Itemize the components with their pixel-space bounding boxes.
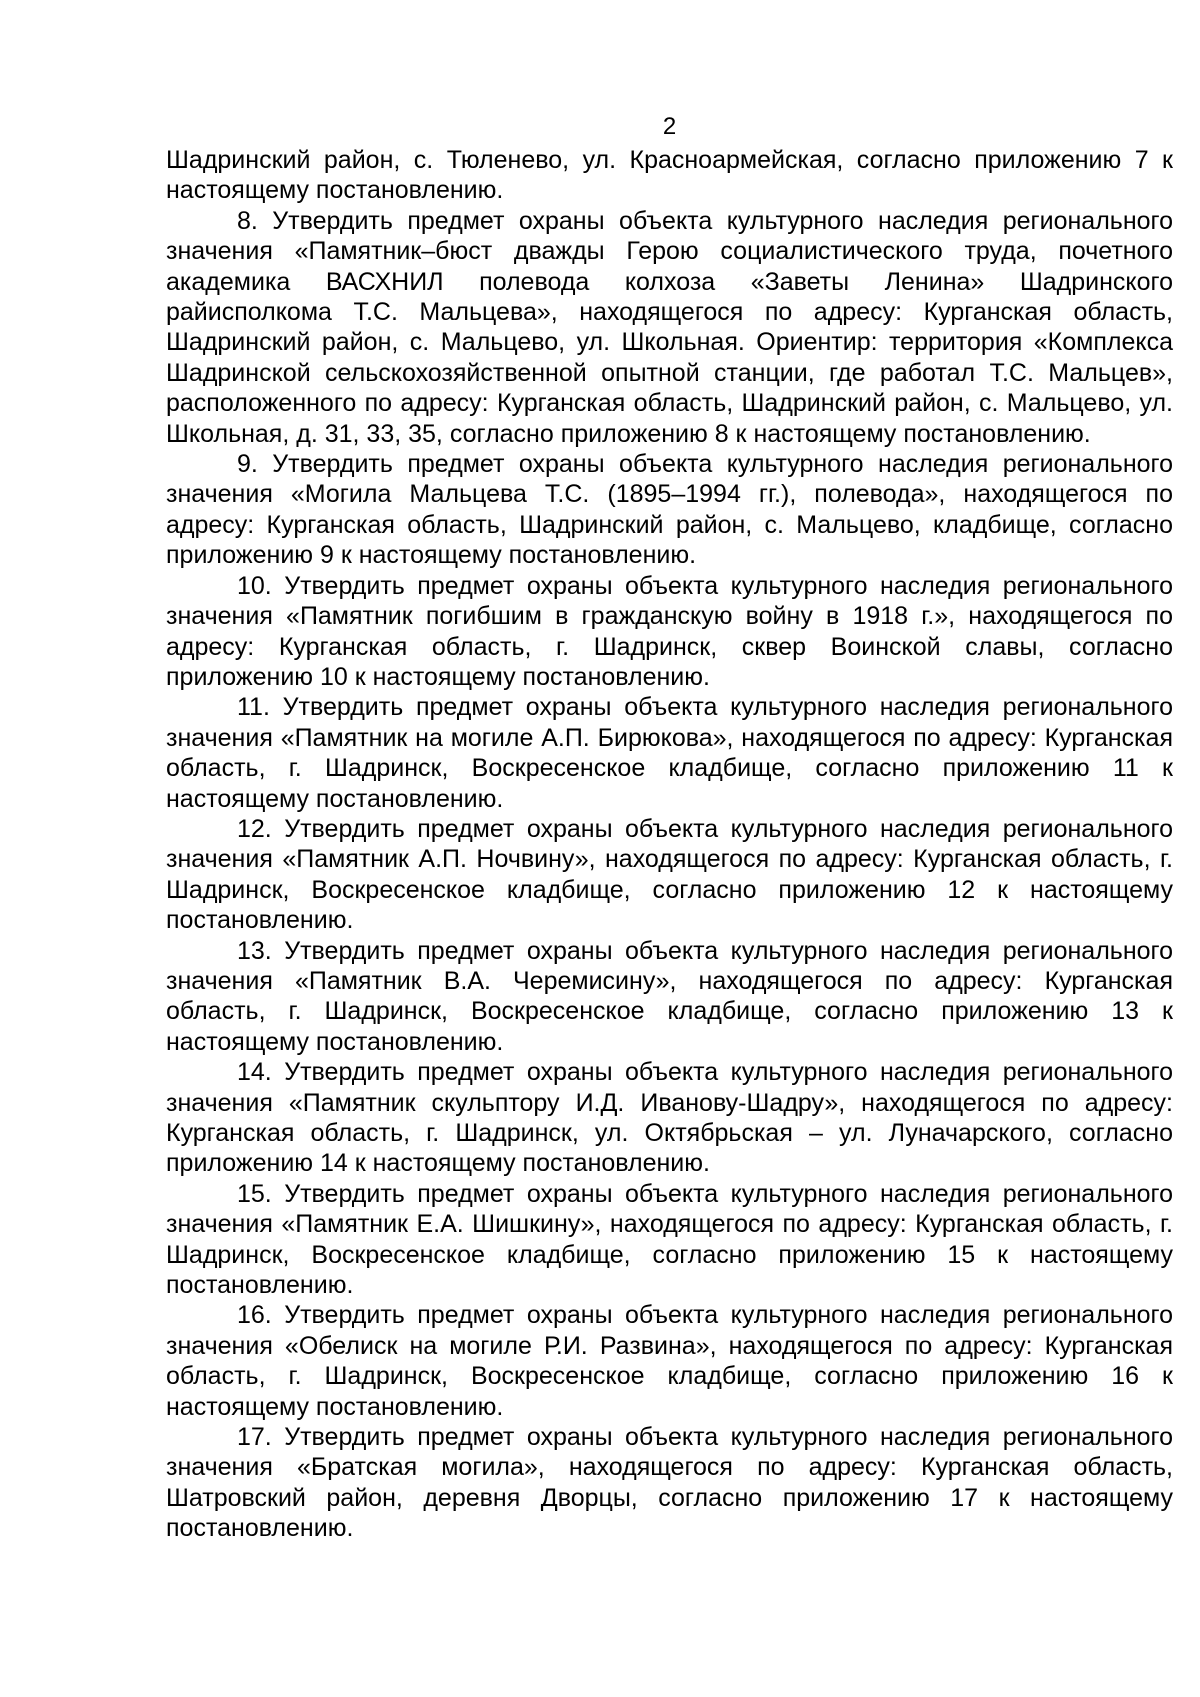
paragraph-item-16: 16. Утвердить предмет охраны объекта культурного наследия регионального значения «Обелиск на могиле Р.И. Развина», находящегося по адресу: Курганская область, г. Шадринск, Воскресенское кладбище, согласно приложению 16 к настоящему постановлению. bbox=[166, 1301, 1173, 1421]
paragraph-continuation: Шадринский район, с. Тюленево, ул. Красноармейская, согласно приложению 7 к настоящему постановлению. bbox=[166, 146, 1173, 205]
paragraph-item-13: 13. Утвердить предмет охраны объекта культурного наследия регионального значения «Памятник В.А. Черемисину», находящегося по адресу: Курганская область, г. Шадринск, Воскресенское кладбище, согласно приложению 13 к настоящему постановлению. bbox=[166, 936, 1173, 1056]
paragraph-item-8: 8. Утвердить предмет охраны объекта культурного наследия регионального значения «Памятник–бюст дважды Герою социалистического труда, почетного академика ВАСХНИЛ полевода колхоза «Заветы Ленина» Шадринского райисполкома Т.С. Мальцева», находящегося по адресу: Курганская область, Шадринский район, с. Мальцево, ул. Школьная. Ориентир: территория «Комплекса Шадринской сельскохозяйственной опытной станции, где работал Т.С. Мальцев», расположенного по адресу: Курганская область, Шадринский район, с. Мальцево, ул. Школьная, д. 31, 33, 35, согласно приложению 8 к настоящему постановлению. bbox=[166, 206, 1173, 448]
paragraph-item-15: 15. Утвердить предмет охраны объекта культурного наследия регионального значения «Памятник Е.А. Шишкину», находящегося по адресу: Курганская область, г. Шадринск, Воскресенское кладбище, согласно приложению 15 к настоящему постановлению. bbox=[166, 1179, 1173, 1300]
document-page bbox=[166, 112, 1173, 1544]
paragraph-item-12: 12. Утвердить предмет охраны объекта культурного наследия регионального значения «Памятник А.П. Ночвину», находящегося по адресу: Курганская область, г. Шадринск, Воскресенское кладбище, согласно приложению 12 к настоящему постановлению. bbox=[166, 814, 1173, 935]
paragraph-item-9: 9. Утвердить предмет охраны объекта культурного наследия регионального значения «Могила Мальцева Т.С. (1895–1994 гг.), полевода», находящегося по адресу: Курганская область, Шадринский район, с. Мальцево, кладбище, согласно приложению 9 к настоящему постановлению. bbox=[166, 450, 1173, 570]
paragraph-item-11: 11. Утвердить предмет охраны объекта культурного наследия регионального значения «Памятник на могиле А.П. Бирюкова», находящегося по адресу: Курганская область, г. Шадринск, Воскресенское кладбище, согласно приложению 11 к настоящему постановлению. bbox=[166, 693, 1173, 813]
paragraph-item-17: 17. Утвердить предмет охраны объекта культурного наследия регионального значения «Братская могила», находящегося по адресу: Курганская область, Шатровский район, деревня Дворцы, согласно приложению 17 к настоящему постановлению. bbox=[166, 1423, 1173, 1543]
document-body bbox=[166, 145, 1173, 1544]
paragraph-item-10: 10. Утвердить предмет охраны объекта культурного наследия регионального значения «Памятник погибшим в гражданскую войну в 1918 г.», находящегося по адресу: Курганская область, г. Шадринск, сквер Воинской славы, согласно приложению 10 к настоящему постановлению. bbox=[166, 571, 1173, 691]
page-number: 2 bbox=[662, 113, 677, 140]
paragraph-item-14: 14. Утвердить предмет охраны объекта культурного наследия регионального значения «Памятник скульптору И.Д. Иванову-Шадру», находящегося по адресу: Курганская область, г. Шадринск, ул. Октябрьская – ул. Луначарского, согласно приложению 14 к настоящему постановлению. bbox=[166, 1058, 1173, 1178]
